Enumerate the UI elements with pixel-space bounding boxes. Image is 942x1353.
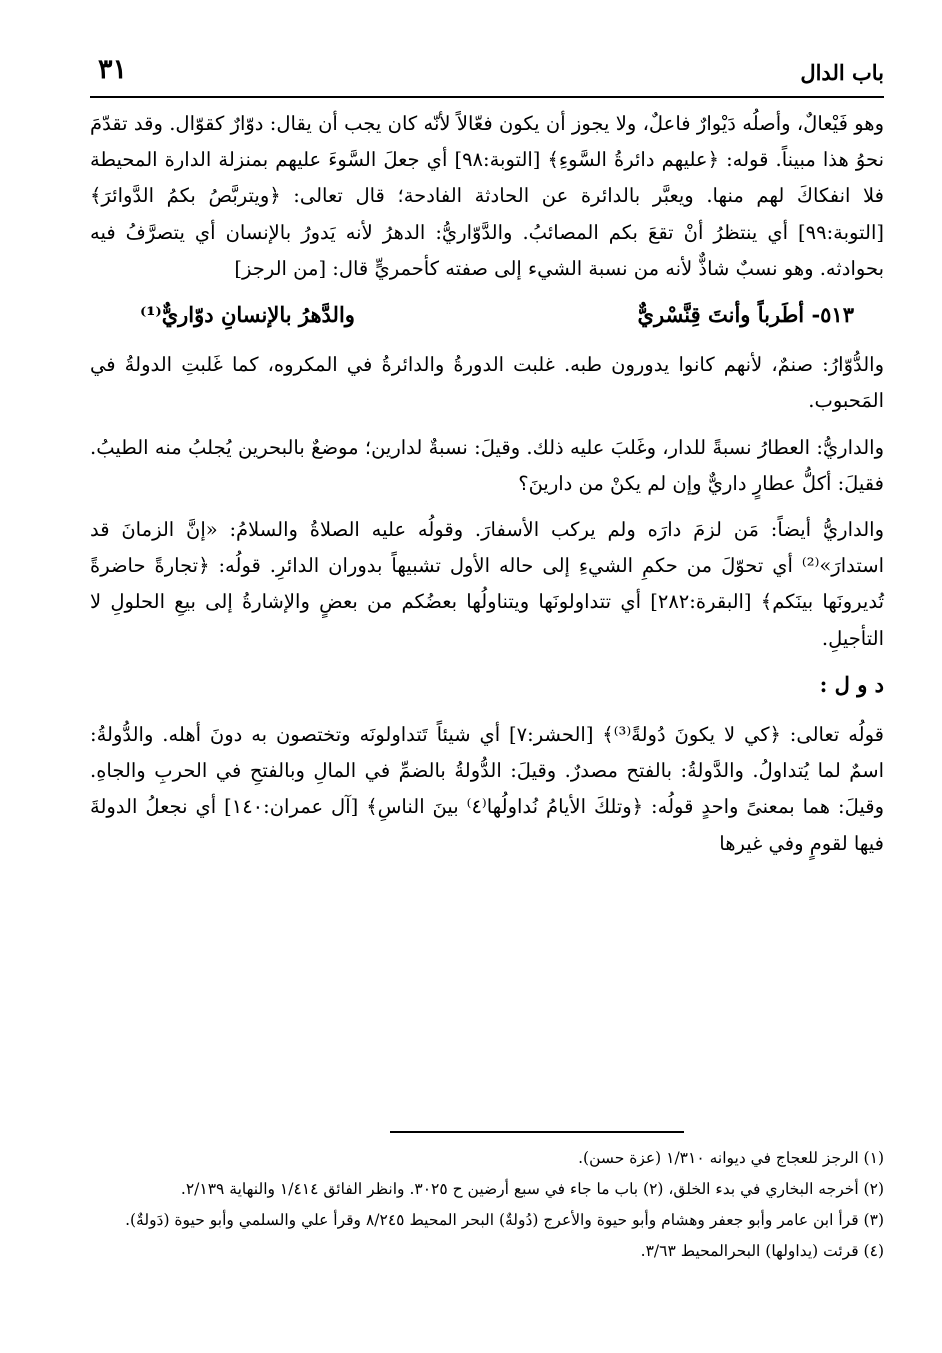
paragraph: وهو فَيْعالٌ، وأصلُه دَيْوارٌ فاعلٌ، ولا يجوز أن يكون فعّالاً لأنّه كان يجب أن يقال: دوّارٌ كقوّال. وقد تقدّمَ نحوُ هذا مبيناً. قوله: ﴿عليهم دائرةُ السَّوءِ﴾ [التوبة:٩٨] أي جعلَ السَّوءَ عليهم بمنزلة الدارة المحيطة فلا انفكاكَ لهم منها. ويعبَّر بالدائرة عن الحادثة الفادحة؛ قال تعالى: ﴿ويتربَّصُ بكمُ الدَّوائرَ﴾ [التوبة:٩٩] أي ينتظرُ أنْ تقعَ بكم المصائبُ. والدَّوّاريُّ: الدهرُ لأنه يَدورُ بالإنسان أي يتصرَّفُ فيه بحوادثه. وهو نسبٌ شاذٌّ لأنه من نسبة الشيء إلى صفته كأحمريٍّ قال: [من الرجز] [90, 112, 884, 280]
page-number: ٣١ [98, 54, 128, 85]
page-header [90, 54, 884, 92]
chapter-title: باب الدال [800, 60, 884, 85]
paragraph: والدُّوّارُ: صنمٌ، لأنهم كانوا يدورون طبه. غلبت الدورةُ والدائرةُ في المكروه، كما غَلبتِ الدولةُ في المَحبوب. [90, 353, 884, 413]
paragraph: والداريُّ: العطارُ نسبةً للدار، وغَلبَ عليه ذلك. وقيلَ: نسبةٌ لدارين؛ موضعٌ بالبحرين يُجلبُ منه الطيبُ. فقيلَ: أكلُّ عطارٍ داريٌّ وإن لم يكنْ من دارينَ؟ [90, 435, 884, 495]
header-rule [90, 96, 884, 98]
section-heading: د و ل : [819, 671, 884, 697]
footnote: (١) الرجز للعجاج في ديوانه ١/٣١٠ (عزة حسن). [578, 1149, 884, 1167]
footnote: (٣) قرأ ابن عامر وأبو جعفر وهشام وأبو حيوة والأعرج (دُولةٌ) البحر المحيط ٨/٢٤٥ وقرأ علي والسلمي وأبو حيوة (دَولةٌ). [125, 1211, 884, 1229]
footnote: (٢) أخرجه البخاري في بدء الخلق، (٢) باب ما جاء في سبع أرضين ح ٣٠٢٥. وانظر الفائق ١/٤١٤ والنهاية ٢/١٣٩. [180, 1180, 884, 1198]
verse [140, 297, 854, 333]
verse-first-hemistich: ٥١٣- أطَرباً وأنتَ قِنَّسْريٌّ [637, 302, 854, 328]
verse-number: ٥١٣- [811, 302, 854, 328]
page [90, 44, 884, 1353]
paragraph: قولُه تعالى: ﴿كي لا يكونَ دُولةً⁽³⁾﴾ [الحشر:٧] أي شيئاً تَتداولونَه وتختصون به دونَ أهله. والدُّولةُ: اسمٌ لما يُتداولُ. والدَّولةُ: بالفتح مصدرٌ. وقيلَ: الدُّولةُ بالضمِّ في المالِ وبالفتحِ في الحربِ والجاهِ. وقيلَ: هما بمعنىً واحدٍ قولُه: ﴿وتلكَ الأيامُ نُداولُها⁽٤⁾ بينَ الناسِ﴾ [آل عمران:١٤٠] أي نجعلُ الدولةَ فيها لقومٍ وفي غيرها [90, 723, 884, 855]
main-text [90, 106, 884, 872]
footnote: (٤) قرئت (يداولها) البحرالمحيط ٣/٦٣. [640, 1242, 884, 1260]
verse-second-hemistich: والدَّهرُ بالإنسانِ دوّاريٌّ⁽¹⁾ [140, 302, 355, 328]
footnotes [90, 1144, 884, 1268]
paragraph: والداريُّ أيضاً: مَن لزمَ دارَه ولم يركب الأسفارَ. وقولُه عليه الصلاةُ والسلامُ: «إنَّ الزمانَ قد استدارَ»⁽²⁾ أي تحوّلَ من حكمِ الشيءِ إلى حاله الأول تشبيهاً بدوران الدائرِ. قولُه: ﴿تجارةً حاضرةً تُديرونَها بينَكم﴾ [البقرة:٢٨٢] أي تتداولونَها ويتناولُها بعضُكم من بعضٍ والإشارةُ إلى بيعِ الحلولِ لا التأجيلِ. [90, 518, 884, 650]
footnote-rule [390, 1131, 684, 1133]
